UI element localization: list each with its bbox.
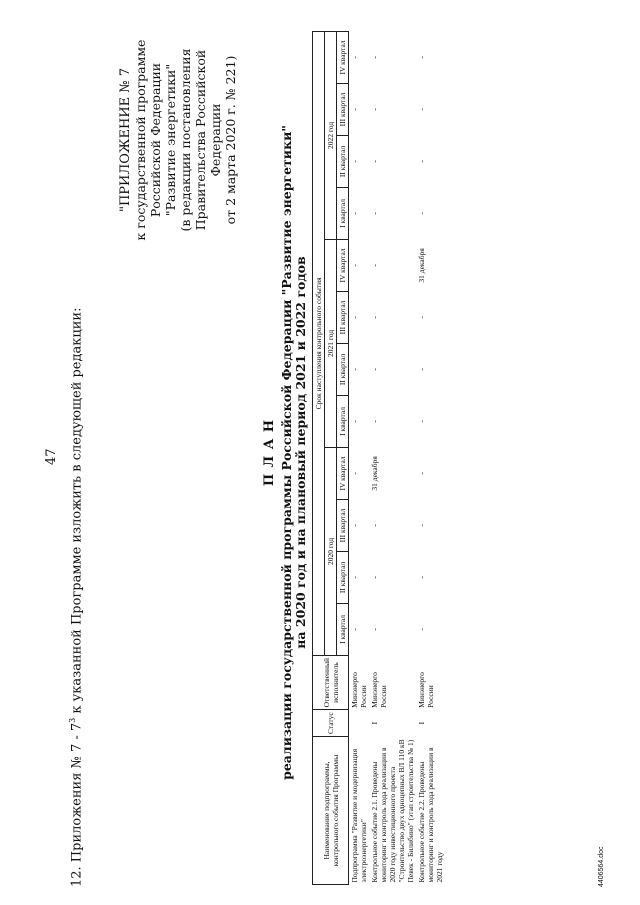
header-quarter: II квартал (337, 135, 349, 187)
row-cell: - (350, 212, 359, 215)
row-cell: - (350, 108, 359, 111)
row-cell: - (417, 628, 426, 631)
appendix-line: "Развитие энергетики" (163, 63, 178, 217)
row-cell: - (350, 264, 359, 267)
row-cell: - (370, 212, 379, 215)
row-cell: - (370, 576, 379, 579)
row-cell: - (370, 524, 379, 527)
row-executor: Минэнерго России (417, 672, 435, 708)
header-deadline: Срок наступления контрольного события (313, 31, 325, 655)
header-quarter: I квартал (337, 603, 349, 655)
row-cell: - (370, 160, 379, 163)
header-quarter: II квартал (337, 343, 349, 395)
table-row (349, 31, 370, 884)
intro-superscript: 3 (68, 717, 77, 723)
row-cell: - (350, 368, 359, 371)
header-quarter: II квартал (337, 551, 349, 603)
plan-table (312, 31, 445, 885)
header-quarter: III квартал (337, 291, 349, 343)
header-quarter: IV квартал (337, 31, 349, 83)
header-year: 2020 год (325, 447, 337, 655)
plan-subtitle-line: на 2020 год и на плановый период 2021 и 2022 годов (293, 256, 308, 649)
header-year: 2022 год (325, 31, 337, 239)
row-cell: - (370, 628, 379, 631)
intro-suffix: к указанной Программе изложить в следующей редакции: (69, 307, 85, 718)
row-cell: - (370, 264, 379, 267)
row-cell: - (417, 56, 426, 59)
row-cell: 31 декабря (417, 248, 426, 283)
row-cell: - (417, 576, 426, 579)
intro-prefix: 12. Приложения № 7 - 7 (69, 722, 85, 887)
appendix-line: "ПРИЛОЖЕНИЕ № 7 (118, 68, 133, 213)
header-name: Наименование подпрограммы, контрольного события Программы (313, 737, 349, 885)
row-cell: - (417, 160, 426, 163)
row-status: I (370, 721, 379, 725)
row-executor: Минэнерго России (370, 672, 388, 708)
row-cell: - (350, 628, 359, 631)
row-name: Подпрограмма "Развитие и модернизация электроэнергетики" (350, 748, 368, 883)
row-cell: - (350, 160, 359, 163)
row-name: Контрольное событие 2.2. Проведены мониторинг и контроль хода реализации в 2021 году (417, 747, 444, 883)
row-cell: - (417, 212, 426, 215)
plan-subtitle (280, 20, 308, 885)
header-quarter: IV квартал (337, 239, 349, 291)
row-status: I (417, 721, 426, 725)
row-cell: - (417, 524, 426, 527)
header-quarter: IV квартал (337, 447, 349, 499)
row-cell: - (417, 108, 426, 111)
page-number: 47 (44, 448, 59, 465)
appendix-line: Правительства Российской Федерации (193, 49, 223, 231)
header-quarter: I квартал (337, 395, 349, 447)
row-status (349, 710, 370, 737)
table-row (416, 31, 445, 884)
row-cell: 31 декабря (370, 456, 379, 491)
row-cell: - (370, 316, 379, 319)
row-cell: - (350, 524, 359, 527)
row-cell: - (370, 420, 379, 423)
plan-title: П Л А Н (262, 418, 277, 487)
row-cell: - (350, 56, 359, 59)
header-status: Статус (313, 710, 349, 737)
header-quarter: III квартал (337, 499, 349, 551)
appendix-line: Российской Федерации (148, 62, 163, 218)
row-executor: Минэнерго России (350, 672, 368, 708)
header-executor: Ответственный исполнитель (313, 655, 349, 709)
footer-filename: 4406564.doc (598, 846, 605, 887)
appendix-header (118, 15, 238, 265)
table-row (369, 31, 416, 884)
intro-text (68, 308, 84, 887)
row-name: Контрольное событие 2.1. Проведены мониторинг и контроль хода реализации в 2020 году инвестиционного проекта "Строительство двух одноцепных ВЛ 110 кВ Певек - Билибино" (этап строительства № 1) (370, 739, 415, 883)
row-cell: - (417, 368, 426, 371)
row-cell: - (350, 576, 359, 579)
header-year: 2021 год (325, 239, 337, 447)
row-cell: - (417, 420, 426, 423)
appendix-line: (в редакции постановления (178, 48, 193, 232)
row-cell: - (417, 472, 426, 475)
row-cell: - (417, 316, 426, 319)
row-cell: - (370, 56, 379, 59)
appendix-line: от 2 марта 2020 г. № 221) (223, 55, 238, 225)
header-quarter: III квартал (337, 83, 349, 135)
row-cell: - (370, 108, 379, 111)
plan-subtitle-line: реализации государственной программы Российской Федерации "Развитие энергетики" (279, 125, 294, 780)
appendix-line: к государственной программе (133, 39, 148, 241)
row-cell: - (350, 472, 359, 475)
row-cell: - (350, 316, 359, 319)
header-quarter: I квартал (337, 187, 349, 239)
row-cell: - (350, 420, 359, 423)
row-cell: - (370, 368, 379, 371)
